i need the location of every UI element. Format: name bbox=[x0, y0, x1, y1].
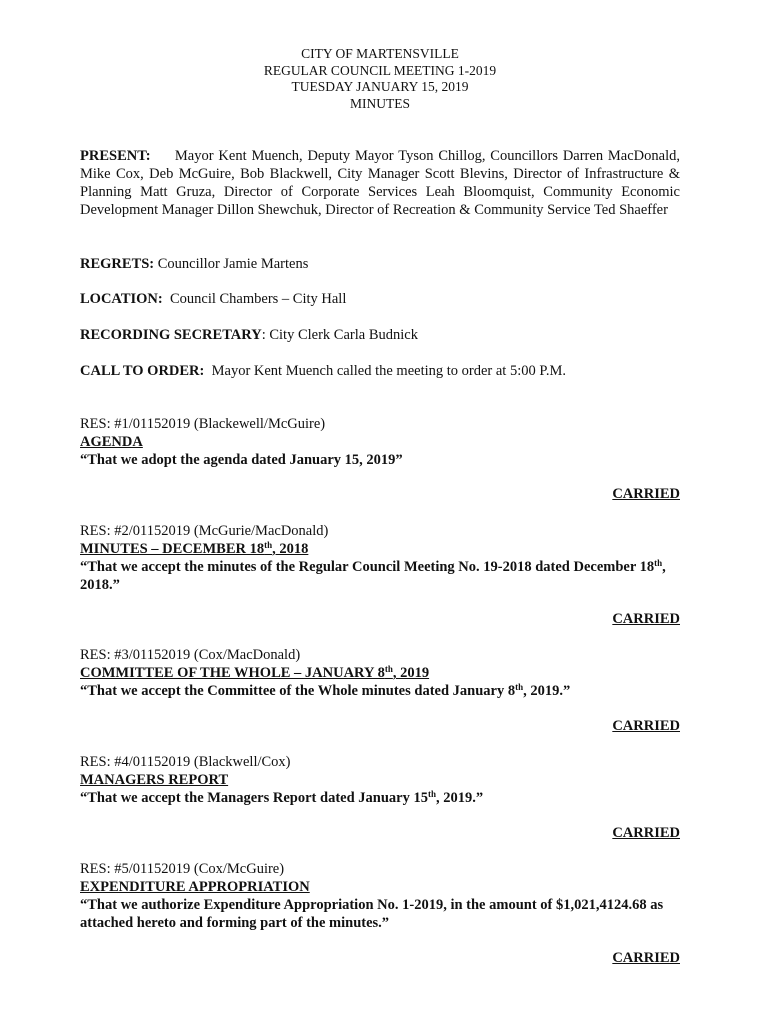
document-type: MINUTES bbox=[350, 95, 410, 111]
present-label: PRESENT: bbox=[80, 148, 151, 164]
location-section bbox=[80, 290, 680, 308]
resolution-1-result: CARRIED bbox=[612, 486, 680, 502]
resolution-number: RES: #1/01152019 (Blackewell/McGuire) bbox=[80, 416, 326, 432]
secretary-section bbox=[80, 326, 680, 344]
resolution-number: RES: #3/01152019 (Cox/MacDonald) bbox=[80, 647, 301, 663]
resolution-heading: MINUTES – DECEMBER 18th, 2018 bbox=[80, 540, 309, 557]
city-name: CITY OF MARTENSVILLE bbox=[301, 46, 459, 61]
resolution-4 bbox=[80, 753, 680, 807]
regrets-label: REGRETS: bbox=[80, 256, 155, 272]
regrets-text: Councillor Jamie Martens bbox=[157, 256, 309, 272]
resolution-motion: “That we accept the Managers Report dated January 15th, 2019.” bbox=[80, 789, 484, 806]
resolution-motion: “That we accept the Committee of the Whole minutes dated January 8th, 2019.” bbox=[80, 682, 571, 699]
call-to-order-text: Mayor Kent Muench called the meeting to order at 5:00 P.M. bbox=[211, 363, 566, 379]
resolution-heading: AGENDA bbox=[80, 434, 143, 450]
resolution-number: RES: #5/01152019 (Cox/McGuire) bbox=[80, 861, 285, 877]
meeting-date: TUESDAY JANUARY 15, 2019 bbox=[291, 79, 469, 94]
resolution-heading: EXPENDITURE APPROPRIATION bbox=[80, 879, 310, 895]
resolution-3 bbox=[80, 646, 680, 700]
resolution-motion: “That we adopt the agenda dated January 15, 2019” bbox=[80, 452, 403, 468]
resolution-number: RES: #4/01152019 (Blackwell/Cox) bbox=[80, 754, 291, 770]
location-label: LOCATION: bbox=[80, 291, 163, 307]
resolution-2-result: CARRIED bbox=[612, 611, 680, 627]
document-header bbox=[80, 46, 680, 112]
resolution-3-result: CARRIED bbox=[612, 718, 680, 734]
resolution-1 bbox=[80, 415, 680, 469]
resolution-heading: COMMITTEE OF THE WHOLE – JANUARY 8th, 2019 bbox=[80, 664, 430, 681]
regrets-section bbox=[80, 255, 680, 273]
call-to-order-section bbox=[80, 362, 680, 380]
resolution-motion: “That we accept the minutes of the Regular Council Meeting No. 19-2018 dated December 18th, 2018.” bbox=[80, 558, 666, 593]
resolution-2 bbox=[80, 522, 680, 594]
secretary-label: RECORDING SECRETARY bbox=[80, 327, 262, 343]
meeting-title: REGULAR COUNCIL MEETING 1-2019 bbox=[263, 62, 497, 78]
resolution-motion: “That we authorize Expenditure Appropriation No. 1-2019, in the amount of $1,021,4124.68 as attached hereto and forming part of the minutes.” bbox=[80, 897, 664, 931]
call-to-order-label: CALL TO ORDER: bbox=[80, 363, 205, 379]
resolution-4-result: CARRIED bbox=[612, 825, 680, 841]
location-text: Council Chambers – City Hall bbox=[169, 291, 347, 307]
present-section bbox=[80, 147, 680, 219]
present-text: Mayor Kent Muench, Deputy Mayor Tyson Chillog, Councillors Darren MacDonald, Mike Cox, Deb McGuire, Bob Blackwell, City Manager Scott Blevins, Director of Infrastructure & Planning Matt Gruza, Director of Corporate Services Leah Bloomquist, Community Economic Development Manager Dillon Shewchuk, Director of Recreation & Community Service Ted Shaeffer bbox=[80, 148, 680, 218]
secretary-text: : City Clerk Carla Budnick bbox=[261, 327, 418, 343]
resolution-number: RES: #2/01152019 (McGurie/MacDonald) bbox=[80, 523, 329, 539]
resolution-5 bbox=[80, 860, 680, 932]
resolution-5-result: CARRIED bbox=[612, 950, 680, 966]
resolution-heading: MANAGERS REPORT bbox=[80, 772, 229, 788]
